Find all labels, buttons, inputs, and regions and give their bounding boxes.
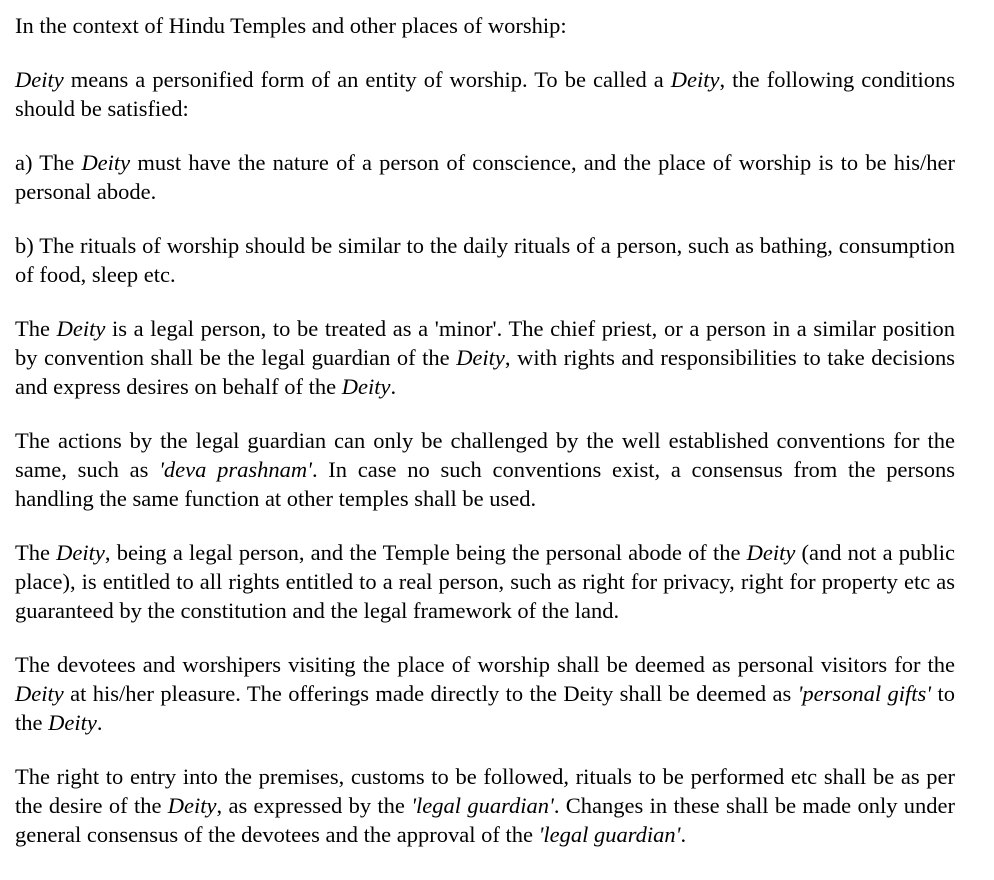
paragraph bbox=[15, 231, 955, 289]
italic-term: 'legal guardian' bbox=[538, 822, 681, 847]
text-run: The bbox=[15, 316, 57, 341]
italic-term: Deity bbox=[48, 710, 97, 735]
text-run: b) The rituals of worship should be similar to the daily rituals of a person, such as bathing, consumption of food, sleep etc. bbox=[15, 233, 955, 287]
text-run: , with rights and responsibilities to take decisions and express desires on behalf of the bbox=[15, 345, 955, 399]
text-run: . Changes in these shall be made only under general consensus of the devotees and the approval of the bbox=[15, 793, 955, 847]
text-run: (and not a public place), is entitled to all rights entitled to a real person, such as right for privacy, right for property etc as guaranteed by the constitution and the legal framework of the land. bbox=[15, 540, 955, 623]
italic-term: Deity bbox=[167, 793, 217, 818]
italic-term: Deity bbox=[456, 345, 505, 370]
text-run: , as expressed by the bbox=[216, 793, 412, 818]
text-run: a) The bbox=[15, 150, 82, 175]
italic-term: Deity bbox=[746, 540, 796, 565]
intro-line bbox=[15, 11, 955, 40]
italic-term: Deity bbox=[56, 316, 106, 341]
paragraph bbox=[15, 538, 955, 625]
italic-term: 'personal gifts' bbox=[797, 681, 932, 706]
text-run: . In case no such conventions exist, a consensus from the persons handling the same function at other temples shall be used. bbox=[15, 457, 956, 511]
text-run: . bbox=[96, 710, 103, 735]
paragraph bbox=[15, 762, 955, 849]
paragraph bbox=[15, 148, 955, 206]
text-run: . bbox=[390, 374, 397, 399]
text-run: The actions by the legal guardian can only be challenged by the well established conventions for the same, such as bbox=[15, 428, 955, 482]
text-run: is a legal person, to be treated as a 'minor'. The chief priest, or a person in a similar position by convention shall be the legal guardian of the bbox=[15, 316, 955, 370]
italic-term: Deity bbox=[341, 374, 391, 399]
text-run: must have the nature of a person of conscience, and the place of worship is to be his/her personal abode. bbox=[15, 150, 955, 204]
text-run: at his/her pleasure. The offerings made directly to the Deity shall be deemed as bbox=[63, 681, 798, 706]
text-run: The devotees and worshipers visiting the place of worship shall be deemed as personal visitors for the bbox=[15, 652, 955, 677]
document-body bbox=[15, 11, 955, 874]
italic-term: Deity bbox=[81, 150, 131, 175]
italic-term: Deity bbox=[670, 67, 720, 92]
paragraph bbox=[15, 314, 955, 401]
text-run: In the context of Hindu Temples and other places of worship: bbox=[15, 13, 567, 38]
text-run: , being a legal person, and the Temple being the personal abode of the bbox=[104, 540, 747, 565]
paragraph bbox=[15, 65, 955, 123]
paragraph bbox=[15, 426, 955, 513]
paragraph bbox=[15, 650, 955, 737]
italic-term: Deity bbox=[15, 67, 64, 92]
italic-term: Deity bbox=[15, 681, 64, 706]
text-run: , the following conditions should be satisfied: bbox=[15, 67, 955, 121]
text-run: The right to entry into the premises, customs to be followed, rituals to be performed etc shall be as per the desire of the bbox=[15, 764, 955, 818]
text-run: The bbox=[15, 540, 57, 565]
italic-term: 'deva prashnam' bbox=[159, 457, 312, 482]
italic-term: 'legal guardian' bbox=[411, 793, 554, 818]
text-run: . bbox=[680, 822, 687, 847]
text-run: means a personified form of an entity of worship. To be called a bbox=[63, 67, 671, 92]
italic-term: Deity bbox=[56, 540, 105, 565]
text-run: to the bbox=[15, 681, 955, 735]
